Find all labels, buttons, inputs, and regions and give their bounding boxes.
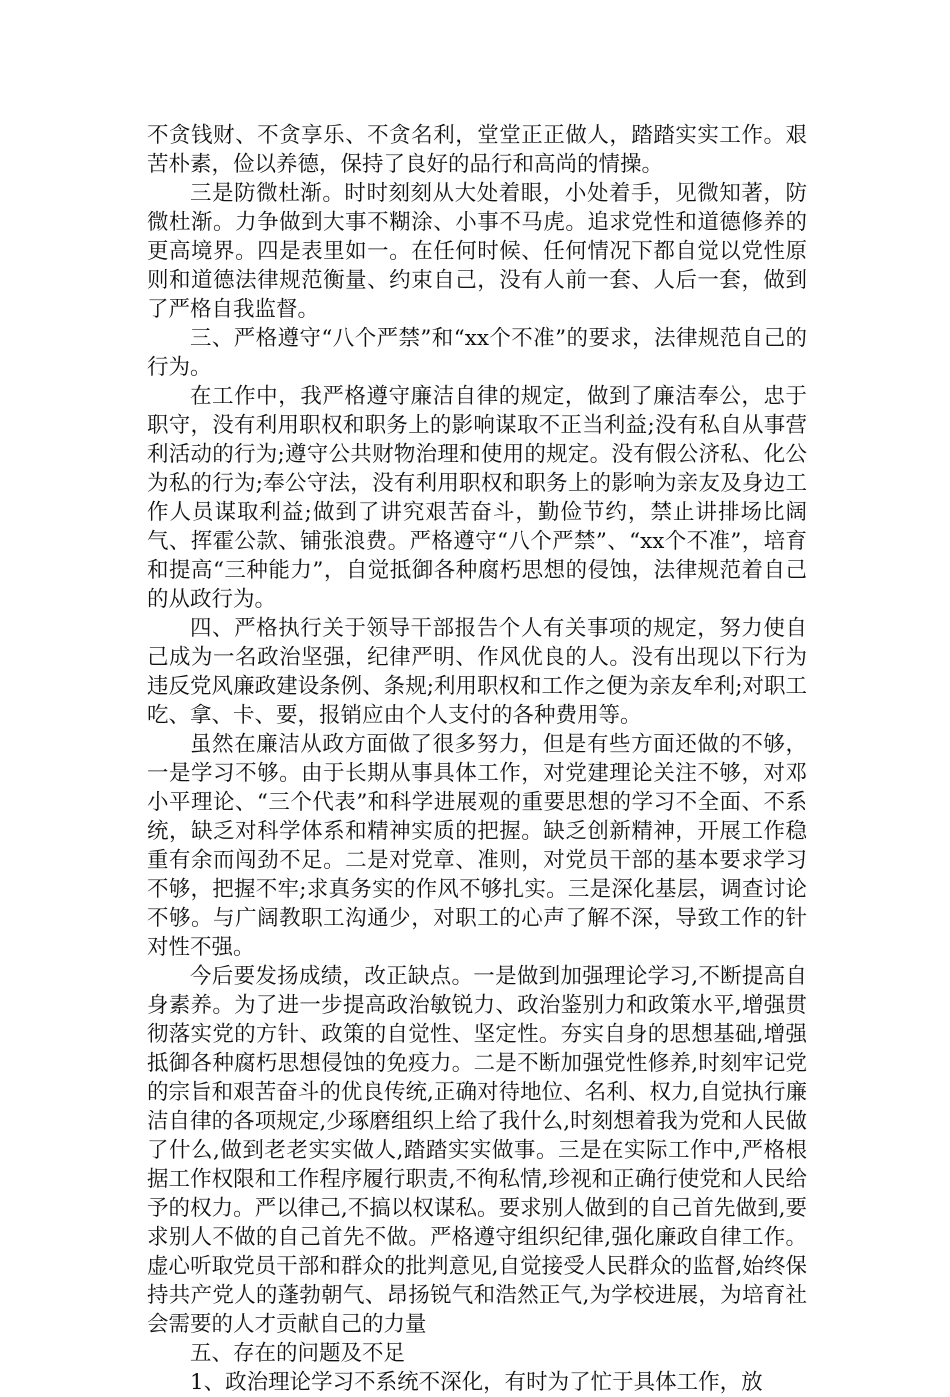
- paragraph-continuation: 不贪钱财、不贪享乐、不贪名利，堂堂正正做人，踏踏实实工作。艰苦朴素，俭以养德，保持了良好的品行和高尚的情操。: [147, 123, 807, 177]
- section-heading-four: 四、严格执行关于领导干部报告个人有关事项的规定，努力使自己成为一名政治坚强，纪律严明、作风优良的人。没有出现以下行为违反党风廉政建设条例、条规;利用职权和工作之便为亲友牟利;对职工吃、拿、卡、要，报销应由个人支付的各种费用等。: [147, 616, 807, 728]
- paragraph-shortcomings: 虽然在廉洁从政方面做了很多努力，但是有些方面还做的不够，一是学习不够。由于长期从事具体工作，对党建理论关注不够，对邓小平理论、“三个代表”和科学进展观的重要思想的学习不全面、不系统，缺乏对科学体系和精神实质的把握。缺乏创新精神，开展工作稳重有余而闯劲不足。二是对党章、准则，对党员干部的基本要求学习不够，把握不牢;求真务实的作风不够扎实。三是深化基层，调查讨论不够。与广阔教职工沟通少，对职工的心声了解不深，导致工作的针对性不强。: [147, 732, 807, 960]
- list-item-one: 1、政治理论学习不系统不深化，有时为了忙于具体工作，放: [190, 1370, 763, 1395]
- section-heading-three: 三、严格遵守“八个严禁”和“xx个不准”的要求，法律规范自己的行为。: [147, 326, 807, 380]
- paragraph-prevent-gradual-corruption: 三是防微杜渐。时时刻刻从大处着眼，小处着手，见微知著，防微杜渐。力争做到大事不糊涂、小事不马虎。追求党性和道德修养的更高境界。四是表里如一。在任何时候、任何情况下都自觉以党性原则和道德法律规范衡量、约束自己，没有人前一套、人后一套，做到了严格自我监督。: [147, 181, 807, 322]
- paragraph-work-integrity: 在工作中，我严格遵守廉洁自律的规定，做到了廉洁奉公，忠于职守，没有利用职权和职务上的影响谋取不正当利益;没有私自从事营利活动的行为;遵守公共财物治理和使用的规定。没有假公济私、化公为私的行为;奉公守法，没有利用职权和职务上的影响为亲友及身边工作人员谋取利益;做到了讲究艰苦奋斗，勤俭节约，禁止讲排场比阔气、挥霍公款、铺张浪费。严格遵守“八个严禁”、“xx个不准”，培育和提高“三种能力”，自觉抵御各种腐朽思想的侵蚀，法律规范着自己的从政行为。: [147, 384, 807, 612]
- section-heading-five: 五、存在的问题及不足: [190, 1341, 406, 1366]
- paragraph-future-improvements: 今后要发扬成绩，改正缺点。一是做到加强理论学习,不断提高自身素养。为了进一步提高政治敏锐力、政治鉴别力和政策水平,增强贯彻落实党的方针、政策的自觉性、坚定性。夯实自身的思想基础,增强抵御各种腐朽思想侵蚀的免疫力。二是不断加强党性修养,时刻牢记党的宗旨和艰苦奋斗的优良传统,正确对待地位、名利、权力,自觉执行廉洁自律的各项规定,少琢磨组织上给了我什么,时刻想着我为党和人民做了什么,做到老老实实做人,踏踏实实做事。三是在实际工作中,严格根据工作权限和工作程序履行职责,不徇私情,珍视和正确行使党和人民给予的权力。严以律己,不搞以权谋私。要求别人做到的自己首先做到,要求别人不做的自己首先不做。严格遵守组织纪律,强化廉政自律工作。虚心听取党员干部和群众的批判意见,自觉接受人民群众的监督,始终保持共产党人的蓬勃朝气、昂扬锐气和浩然正气,为学校进展，为培育社会需要的人才贡献自己的力量: [147, 964, 807, 1337]
- document-body: [147, 121, 807, 1397]
